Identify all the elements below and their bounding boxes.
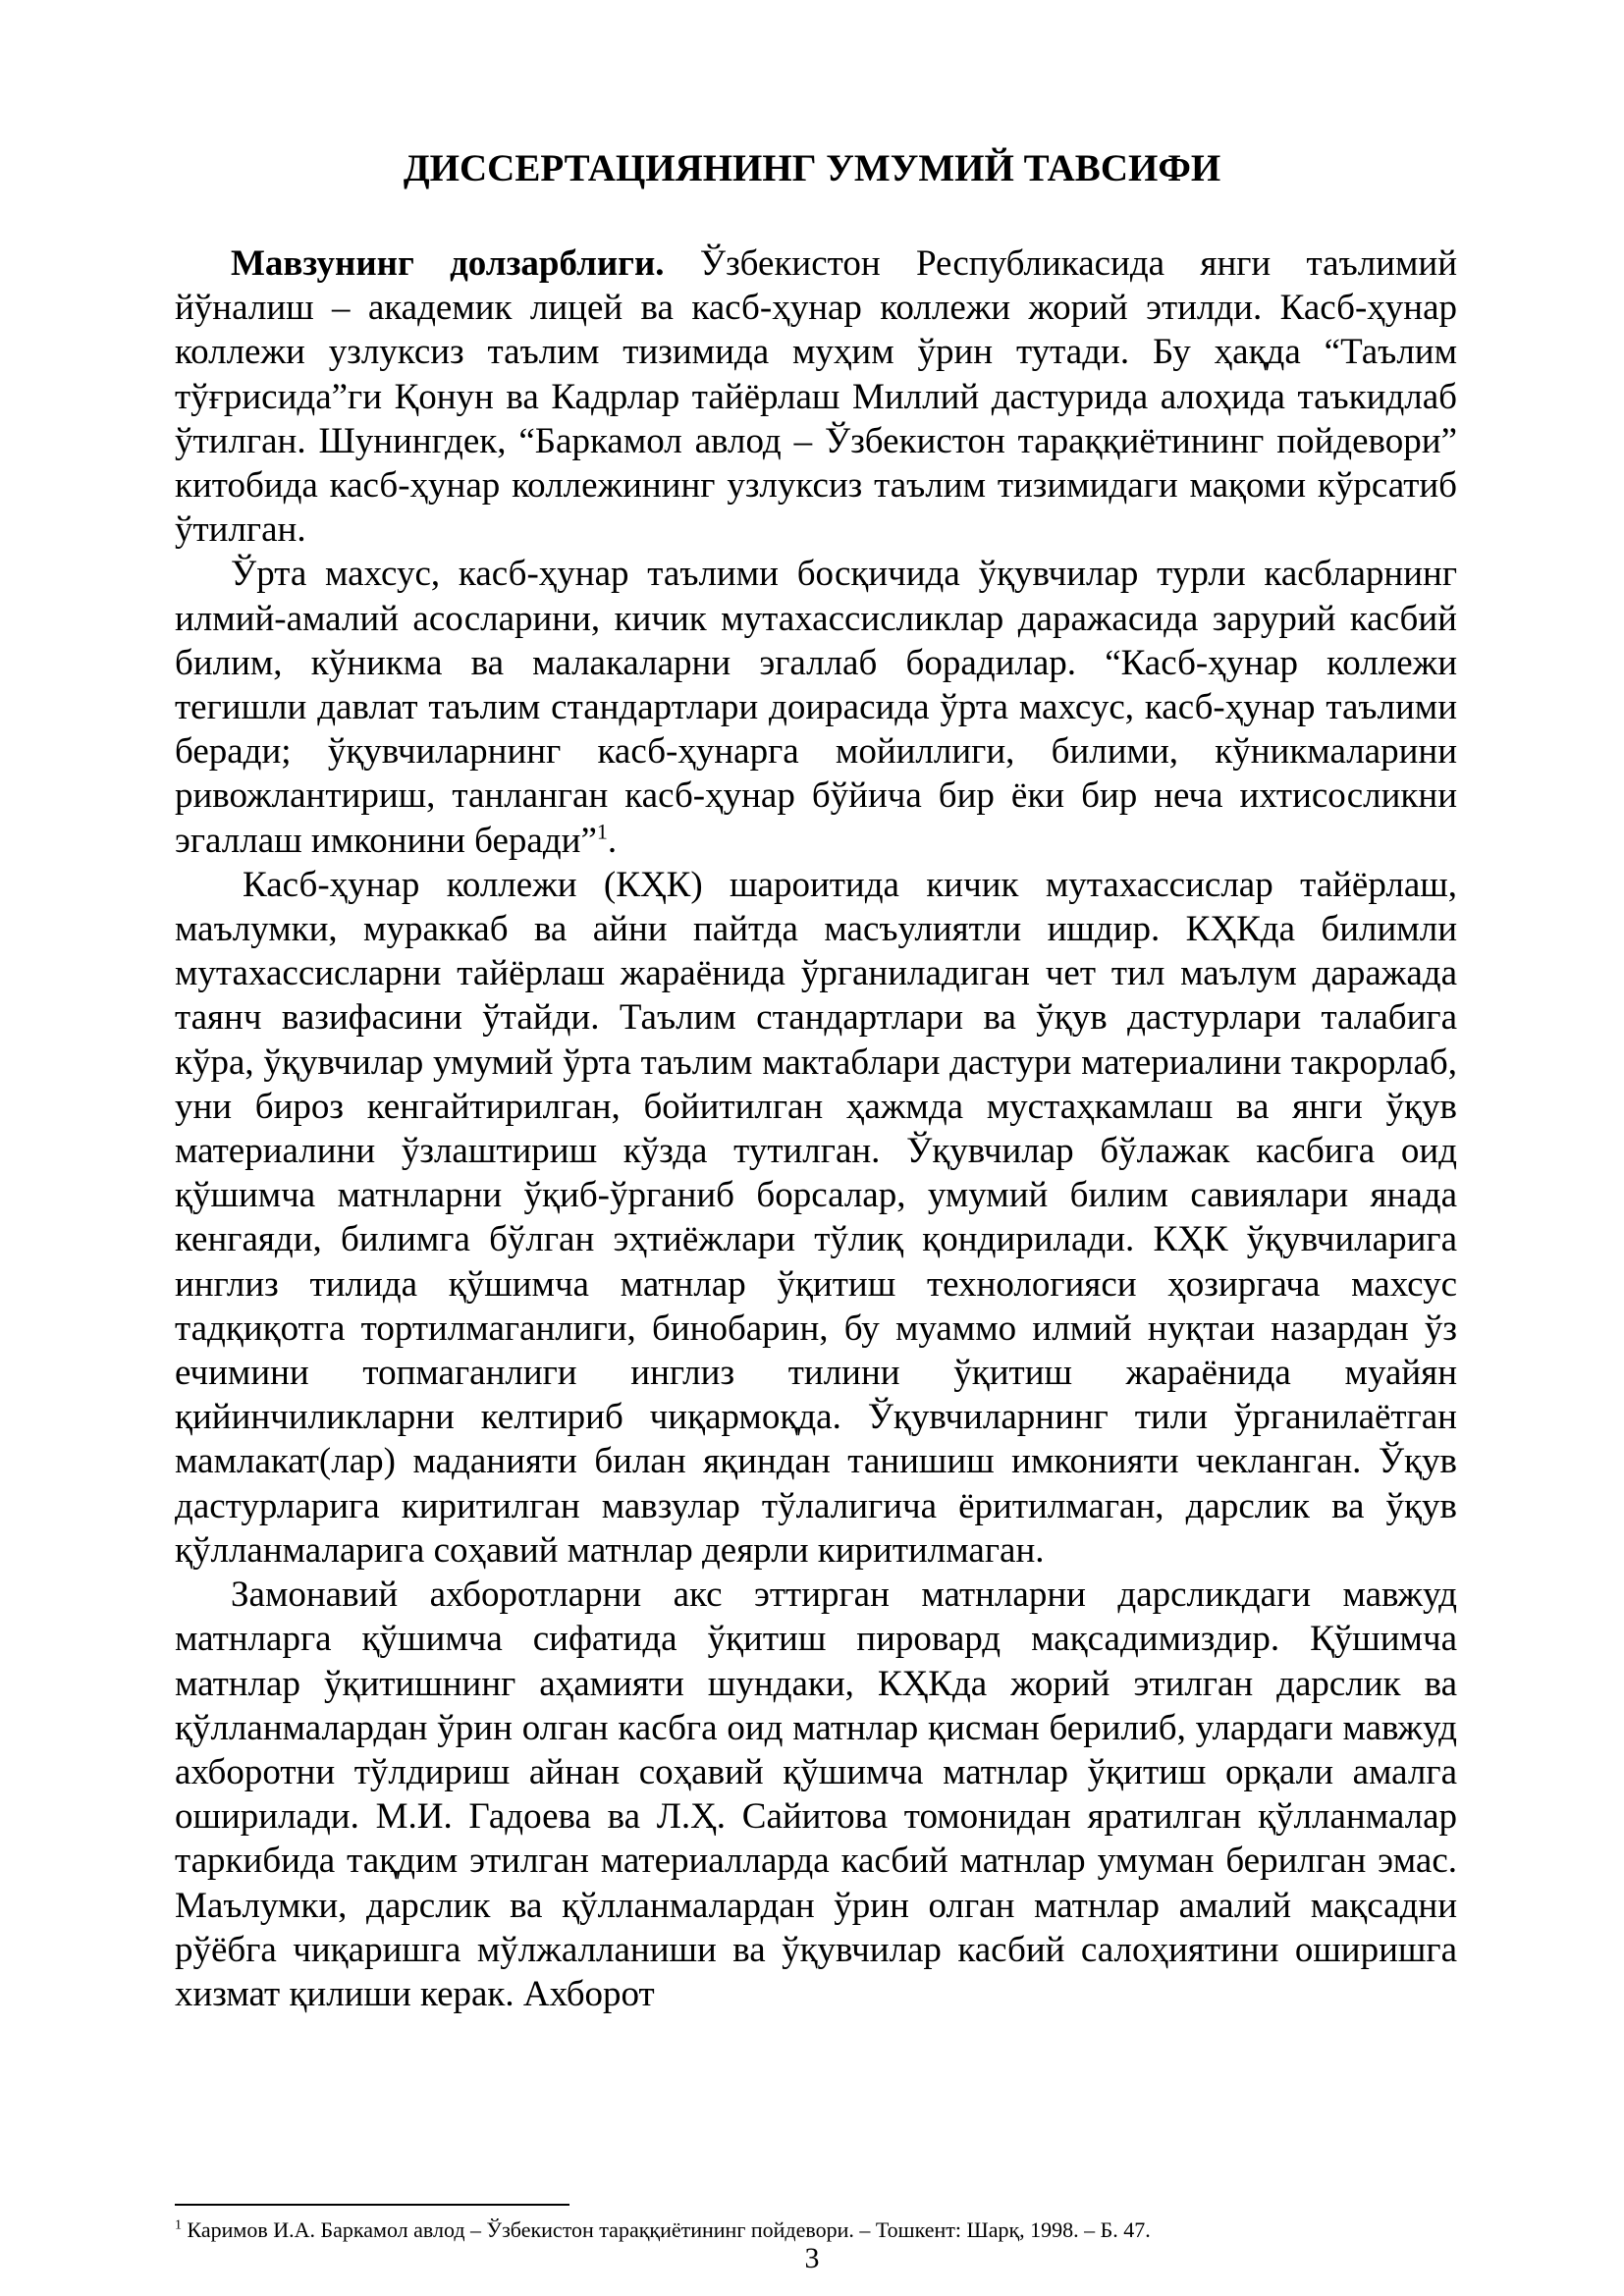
page-number: 3	[804, 2242, 820, 2274]
paragraph-vocational-college	[175, 863, 1457, 1573]
paragraph-text: Ўрта махсус, касб-ҳунар таълими босқичида ўқувчилар турли касбларнинг илмий-амалий асосларини, кичик мутахассисликлар даражасида зарурий касбий билим, кўникма ва малакаларни эгаллаб борадилар. “Касб-ҳунар коллежи тегишли давлат таълим стандартлари доирасида ўрта махсус, касб-ҳунар таълими беради; ўқувчиларнинг касб-ҳунарга мойиллиги, билими, кўникмаларини ривожлантириш, танланган касб-ҳунар бўйича бир ёки бир неча ихтисосликни эгаллаш имконини беради”	[175, 554, 1457, 861]
footnote-reference[interactable]: 1	[596, 819, 608, 844]
document-body	[175, 241, 1457, 2016]
paragraph-text: Ўзбекистон Республикасида янги таълимий йўналиш – академик лицей ва касб-ҳунар коллежи жорий этилди. Касб-ҳунар коллежи узлуксиз таълим тизимида муҳим ўрин тутади. Бу ҳақда “Таълим тўғрисида”ги Қонун ва Кадрлар тайёрлаш Миллий дастурида алоҳида таъкидлаб ўтилган. Шунингдек, “Баркамол авлод – Ўзбекистон тараққиётининг пойдевори” китобида касб-ҳунар коллежининг узлуксиз таълим тизимидаги мақоми кўрсатиб ўтилган.	[175, 243, 1457, 551]
paragraph-text: Касб-ҳунар коллежи (КҲК) шароитида кичик мутахассислар тайёрлаш, маълумки, мураккаб ва айни пайтда масъулиятли ишдир. КҲКда билимли мутахассисларни тайёрлаш жараёнида ўрганиладиган чет тил маълум даражада таянч вазифасини ўтайди. Таълим стандартлари ва ўқув дастурлари талабига кўра, ўқувчилар умумий ўрта таълим мактаблари дастури материалини такрорлаб, уни бироз кенгайтирилган, бойитилган ҳажмда мустаҳкамлаш ва янги ўқув материалини ўзлаштириш кўзда тутилган. Ўқувчилар бўлажак касбига оид қўшимча матнларни ўқиб-ўрганиб борсалар, умумий билим савиялари янада кенгаяди, билимга бўлган эҳтиёжлари тўлиқ қондирилади. КҲК ўқувчиларига инглиз тилида қўшимча матнлар ўқитиш технологияси ҳозиргача махсус тадқиқотга тортилмаганлиги, бинобарин, бу муаммо илмий нуқтаи назардан ўз ечимини топмаганлиги инглиз тилини ўқитиш жараёнида муайян қийинчиликларни келтириб чиқармоқда. Ўқувчиларнинг тили ўрганилаётган мамлакат(лар) маданияти билан яқиндан танишиш имконияти чекланган. Ўқув дастурларига киритилган мавзулар тўлалигича ёритилмаган, дарслик ва ўқув қўлланмаларига соҳавий матнлар деярли киритилмаган.	[175, 864, 1457, 1571]
footnote-mark: 1	[175, 2217, 182, 2233]
footnote-text: Каримов И.А. Баркамол авлод – Ўзбекистон тараққиётининг пойдевори. – Тошкент: Шарқ, 1998. – Б. 47.	[182, 2217, 1151, 2242]
section-lead: Мавзунинг долзарблиги.	[231, 243, 665, 284]
footnote	[175, 2216, 1457, 2244]
page-title: ДИССЕРТАЦИЯНИНГ УМУМИЙ ТАВСИФИ	[403, 147, 1221, 189]
paragraph-tail: .	[607, 820, 618, 861]
paragraph-text: Замонавий ахборотларни акс эттирган матнларни дарсликдаги мавжуд матнларга қўшимча сифатида ўқитиш пировард мақсадимиздир. Қўшимча матнлар ўқитишнинг аҳамияти шундаки, КҲКда жорий этилган дарслик ва қўлланмалардан ўрин олган касбга оид матнлар қисман берилиб, улардаги мавжуд ахборотни тўлдириш айнан соҳавий қўшимча матнлар ўқитиш орқали амалга оширилади. М.И. Гадоева ва Л.Ҳ. Сайитова томонидан яратилган қўлланмалар таркибида тақдим этилган материалларда касбий матнлар умуман берилган эмас. Маълумки, дарслик ва қўлланмалардан ўрин олган матнлар амалий мақсадни рўёбга чиқаришга мўлжалланиши ва ўқувчилар касбий салоҳиятини оширишга хизмат қилиши керак. Ахборот	[175, 1575, 1457, 2014]
paragraph-relevance	[175, 241, 1457, 552]
paragraph-secondary-education	[175, 552, 1457, 862]
paragraph-modern-information	[175, 1573, 1457, 2016]
footnote-separator	[175, 2204, 569, 2206]
